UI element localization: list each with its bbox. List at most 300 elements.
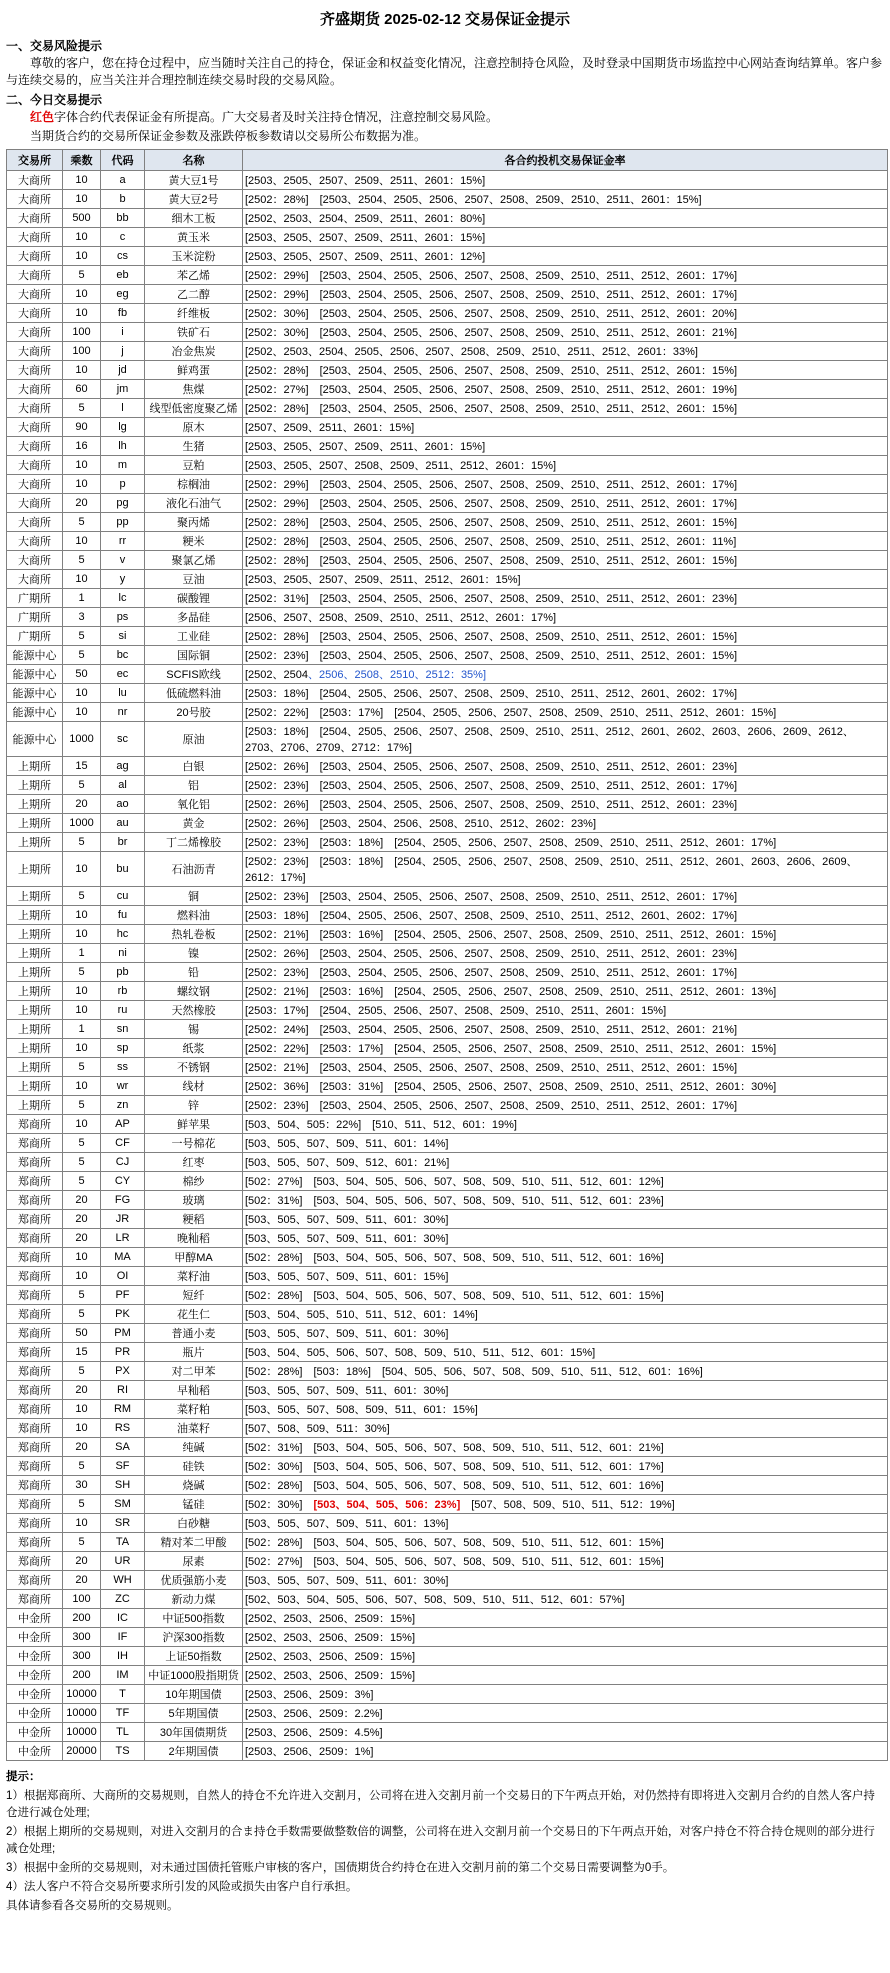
cell-multiplier: 300 <box>63 1628 101 1647</box>
cell-name: 菜籽油 <box>145 1267 243 1286</box>
cell-code: al <box>101 776 145 795</box>
cell-code: wr <box>101 1077 145 1096</box>
cell-multiplier: 10 <box>63 1514 101 1533</box>
table-row <box>7 285 888 304</box>
cell-exchange: 郑商所 <box>7 1419 63 1438</box>
cell-exchange: 上期所 <box>7 887 63 906</box>
cell-multiplier: 20 <box>63 494 101 513</box>
table-row <box>7 1742 888 1761</box>
cell-code: hc <box>101 925 145 944</box>
cell-rate: [2502：36%] [2503：31%] [2504、2505、2506、2507、2508、2509、2510、2511、2512、2601：30%] <box>243 1077 888 1096</box>
table-row <box>7 1533 888 1552</box>
table-row <box>7 399 888 418</box>
cell-exchange: 广期所 <box>7 589 63 608</box>
cell-name: 碳酸锂 <box>145 589 243 608</box>
cell-exchange: 广期所 <box>7 627 63 646</box>
cell-multiplier: 10 <box>63 1115 101 1134</box>
cell-exchange: 大商所 <box>7 551 63 570</box>
cell-rate: [2502：28%] [2503、2504、2505、2506、2507、2508、2509、2510、2511、2512、2601：15%] <box>243 551 888 570</box>
cell-rate: [502：28%] [503、504、505、506、507、508、509、510、511、512、601：16%] <box>243 1248 888 1267</box>
cell-name: 油菜籽 <box>145 1419 243 1438</box>
cell-name: 对二甲苯 <box>145 1362 243 1381</box>
cell-code: i <box>101 323 145 342</box>
table-row <box>7 795 888 814</box>
cell-exchange: 中金所 <box>7 1685 63 1704</box>
table-row <box>7 1248 888 1267</box>
table-row <box>7 1115 888 1134</box>
cell-code: TS <box>101 1742 145 1761</box>
section-heading-today: 二、今日交易提示 <box>6 93 103 107</box>
table-row <box>7 1590 888 1609</box>
cell-multiplier: 10 <box>63 684 101 703</box>
cell-code: IM <box>101 1666 145 1685</box>
cell-code: bu <box>101 852 145 887</box>
cell-exchange: 大商所 <box>7 513 63 532</box>
cell-exchange: 郑商所 <box>7 1305 63 1324</box>
cell-multiplier: 200 <box>63 1666 101 1685</box>
section-today <box>4 91 886 145</box>
table-row <box>7 475 888 494</box>
cell-multiplier: 5 <box>63 513 101 532</box>
section-heading-risk: 一、交易风险提示 <box>6 39 103 53</box>
table-row <box>7 304 888 323</box>
cell-rate: [2502：22%] [2503：17%] [2504、2505、2506、2507、2508、2509、2510、2511、2512、2601：15%] <box>243 1039 888 1058</box>
cell-rate: [2503、2506、2509：4.5%] <box>243 1723 888 1742</box>
cell-exchange: 大商所 <box>7 304 63 323</box>
cell-name: 原木 <box>145 418 243 437</box>
cell-exchange: 大商所 <box>7 418 63 437</box>
cell-name: 瓶片 <box>145 1343 243 1362</box>
cell-multiplier: 5 <box>63 551 101 570</box>
cell-rate: [2502、2503、2506、2509：15%] <box>243 1628 888 1647</box>
cell-rate: [2502：21%] [2503、2504、2505、2506、2507、2508、2509、2510、2511、2512、2601：15%] <box>243 1058 888 1077</box>
cell-rate: [502：30%] [503、504、505、506：23%] [507、508、509、510、511、512：19%] <box>243 1495 888 1514</box>
cell-exchange: 上期所 <box>7 757 63 776</box>
cell-multiplier: 20 <box>63 795 101 814</box>
table-row <box>7 1324 888 1343</box>
table-row <box>7 887 888 906</box>
cell-name: 一号棉花 <box>145 1134 243 1153</box>
cell-name: 锰硅 <box>145 1495 243 1514</box>
cell-multiplier: 50 <box>63 1324 101 1343</box>
cell-name: 短纤 <box>145 1286 243 1305</box>
cell-code: TF <box>101 1704 145 1723</box>
cell-exchange: 大商所 <box>7 532 63 551</box>
cell-code: ao <box>101 795 145 814</box>
cell-code: TA <box>101 1533 145 1552</box>
cell-exchange: 郑商所 <box>7 1533 63 1552</box>
cell-exchange: 大商所 <box>7 437 63 456</box>
table-row <box>7 906 888 925</box>
cell-name: 棉纱 <box>145 1172 243 1191</box>
cell-exchange: 郑商所 <box>7 1343 63 1362</box>
cell-code: IC <box>101 1609 145 1628</box>
cell-name: 苯乙烯 <box>145 266 243 285</box>
notes-title: 提示： <box>6 1771 41 1783</box>
cell-exchange: 中金所 <box>7 1742 63 1761</box>
cell-multiplier: 10 <box>63 1077 101 1096</box>
cell-exchange: 大商所 <box>7 190 63 209</box>
cell-multiplier: 10 <box>63 456 101 475</box>
cell-exchange: 中金所 <box>7 1609 63 1628</box>
cell-multiplier: 5 <box>63 266 101 285</box>
table-row <box>7 1058 888 1077</box>
cell-name: 棕榈油 <box>145 475 243 494</box>
cell-name: 细木工板 <box>145 209 243 228</box>
cell-rate: [2503、2505、2507、2509、2511、2601：15%] <box>243 171 888 190</box>
cell-rate: [502：28%] [503、504、505、506、507、508、509、510、511、512、601：15%] <box>243 1533 888 1552</box>
cell-code: SR <box>101 1514 145 1533</box>
note-item-4: 4）法人客户不符合交易所要求所引发的风险或损失由客户自行承担。 <box>6 1881 358 1893</box>
cell-code: a <box>101 171 145 190</box>
table-row <box>7 266 888 285</box>
cell-code: PF <box>101 1286 145 1305</box>
cell-name: 热轧卷板 <box>145 925 243 944</box>
cell-code: T <box>101 1685 145 1704</box>
cell-code: nr <box>101 703 145 722</box>
cell-name: 线型低密度聚乙烯 <box>145 399 243 418</box>
cell-name: 螺纹钢 <box>145 982 243 1001</box>
cell-code: PR <box>101 1343 145 1362</box>
table-row <box>7 1001 888 1020</box>
cell-code: ag <box>101 757 145 776</box>
table-row <box>7 437 888 456</box>
cell-rate: [2503、2506、2509：1%] <box>243 1742 888 1761</box>
cell-code: RS <box>101 1419 145 1438</box>
cell-multiplier: 10 <box>63 228 101 247</box>
cell-name: 沪深300指数 <box>145 1628 243 1647</box>
table-row <box>7 589 888 608</box>
table-header-row <box>7 150 888 171</box>
cell-exchange: 大商所 <box>7 361 63 380</box>
table-row <box>7 776 888 795</box>
cell-rate: [2503、2506、2509：2.2%] <box>243 1704 888 1723</box>
table-body <box>7 171 888 1761</box>
cell-code: eg <box>101 285 145 304</box>
table-row <box>7 532 888 551</box>
cell-exchange: 郑商所 <box>7 1457 63 1476</box>
cell-name: 上证50指数 <box>145 1647 243 1666</box>
table-row <box>7 627 888 646</box>
note-item-1: 1）根据郑商所、大商所的交易规则，自然人的持仓不允许进入交割月，公司将在进入交割月前一个交易日的下午两点开始，对仍然持有即将进入交割月合约的自然人客户持仓进行减仓处理; <box>6 1790 875 1819</box>
cell-rate: [2503、2505、2507、2509、2511、2601：15%] <box>243 437 888 456</box>
cell-name: 乙二醇 <box>145 285 243 304</box>
cell-rate: [2502：21%] [2503：16%] [2504、2505、2506、2507、2508、2509、2510、2511、2512、2601：15%] <box>243 925 888 944</box>
cell-rate: [2502、2504、2506、2508、2510、2512：35%] <box>243 665 888 684</box>
table-row <box>7 814 888 833</box>
cell-multiplier: 5 <box>63 646 101 665</box>
cell-multiplier: 5 <box>63 833 101 852</box>
cell-code: UR <box>101 1552 145 1571</box>
cell-name: 不锈钢 <box>145 1058 243 1077</box>
cell-multiplier: 5 <box>63 1495 101 1514</box>
cell-multiplier: 10 <box>63 570 101 589</box>
cell-multiplier: 5 <box>63 1362 101 1381</box>
cell-exchange: 上期所 <box>7 833 63 852</box>
cell-code: c <box>101 228 145 247</box>
cell-name: 冶金焦炭 <box>145 342 243 361</box>
cell-exchange: 中金所 <box>7 1723 63 1742</box>
cell-rate: [2502、2503、2506、2509：15%] <box>243 1647 888 1666</box>
cell-multiplier: 5 <box>63 1058 101 1077</box>
cell-name: 纸浆 <box>145 1039 243 1058</box>
table-row <box>7 1495 888 1514</box>
cell-multiplier: 10 <box>63 1248 101 1267</box>
cell-code: si <box>101 627 145 646</box>
cell-multiplier: 10000 <box>63 1723 101 1742</box>
cell-code: ni <box>101 944 145 963</box>
cell-multiplier: 20000 <box>63 1742 101 1761</box>
page-title: 齐盛期货 2025-02-12 交易保证金提示 <box>319 11 571 28</box>
cell-code: fb <box>101 304 145 323</box>
table-row <box>7 963 888 982</box>
cell-rate: [2502：27%] [2503、2504、2505、2506、2507、2508、2509、2510、2511、2512、2601：19%] <box>243 380 888 399</box>
cell-multiplier: 10 <box>63 190 101 209</box>
cell-exchange: 大商所 <box>7 266 63 285</box>
table-row <box>7 209 888 228</box>
cell-code: SF <box>101 1457 145 1476</box>
table-row <box>7 757 888 776</box>
cell-name: 甲醇MA <box>145 1248 243 1267</box>
cell-code: SM <box>101 1495 145 1514</box>
cell-name: 中证1000股指期货 <box>145 1666 243 1685</box>
cell-code: JR <box>101 1210 145 1229</box>
cell-exchange: 上期所 <box>7 1058 63 1077</box>
cell-multiplier: 3 <box>63 608 101 627</box>
cell-name: 生猪 <box>145 437 243 456</box>
cell-exchange: 上期所 <box>7 1020 63 1039</box>
table-row <box>7 1457 888 1476</box>
cell-name: 镍 <box>145 944 243 963</box>
table-row <box>7 1419 888 1438</box>
cell-code: sc <box>101 722 145 757</box>
table-row <box>7 1628 888 1647</box>
cell-name: 石油沥青 <box>145 852 243 887</box>
cell-rate: [2502：26%] [2503、2504、2505、2506、2507、2508、2509、2510、2511、2512、2601：23%] <box>243 944 888 963</box>
cell-exchange: 能源中心 <box>7 703 63 722</box>
cell-multiplier: 100 <box>63 342 101 361</box>
cell-rate: [2502、2503、2504、2509、2511、2601：80%] <box>243 209 888 228</box>
th-multiplier: 乘数 <box>63 150 101 171</box>
cell-multiplier: 60 <box>63 380 101 399</box>
cell-rate: [2502：28%] [2503、2504、2505、2506、2507、2508、2509、2510、2511、2512、2601：15%] <box>243 513 888 532</box>
cell-exchange: 郑商所 <box>7 1210 63 1229</box>
th-rate: 各合约投机交易保证金率 <box>243 150 888 171</box>
table-row <box>7 1039 888 1058</box>
cell-rate: [2502：29%] [2503、2504、2505、2506、2507、2508、2509、2510、2511、2512、2601：17%] <box>243 494 888 513</box>
table-row <box>7 1438 888 1457</box>
today-paragraph-1-text: 字体合约代表保证金有所提高。广大交易者及时关注持仓情况，注意控制交易风险。 <box>54 110 499 124</box>
cell-code: RM <box>101 1400 145 1419</box>
cell-rate: [2503、2505、2507、2509、2511、2601：12%] <box>243 247 888 266</box>
cell-rate: [503、505、507、509、512、601：21%] <box>243 1153 888 1172</box>
cell-exchange: 上期所 <box>7 1039 63 1058</box>
cell-name: 烧碱 <box>145 1476 243 1495</box>
cell-code: PM <box>101 1324 145 1343</box>
cell-code: WH <box>101 1571 145 1590</box>
cell-exchange: 大商所 <box>7 323 63 342</box>
cell-exchange: 中金所 <box>7 1647 63 1666</box>
cell-name: 聚氯乙烯 <box>145 551 243 570</box>
table-row <box>7 684 888 703</box>
cell-multiplier: 20 <box>63 1210 101 1229</box>
cell-name: 锡 <box>145 1020 243 1039</box>
table-row <box>7 513 888 532</box>
cell-exchange: 上期所 <box>7 982 63 1001</box>
cell-rate: [2507、2509、2511、2601：15%] <box>243 418 888 437</box>
cell-name: 低硫燃料油 <box>145 684 243 703</box>
cell-code: lh <box>101 437 145 456</box>
cell-rate: [2502：21%] [2503：16%] [2504、2505、2506、2507、2508、2509、2510、2511、2512、2601：13%] <box>243 982 888 1001</box>
cell-rate: [502：31%] [503、504、505、506、507、508、509、510、511、512、601：21%] <box>243 1438 888 1457</box>
today-paragraph-2: 当期货合约的交易所保证金参数及涨跌停板参数请以交易所公布数据为准。 <box>30 129 427 143</box>
cell-multiplier: 90 <box>63 418 101 437</box>
cell-name: SCFIS欧线 <box>145 665 243 684</box>
table-row <box>7 171 888 190</box>
cell-name: 菜籽粕 <box>145 1400 243 1419</box>
table-row <box>7 1704 888 1723</box>
table-row <box>7 1723 888 1742</box>
cell-name: 白砂糖 <box>145 1514 243 1533</box>
table-row <box>7 833 888 852</box>
cell-multiplier: 20 <box>63 1552 101 1571</box>
notes-block <box>6 1769 884 1915</box>
cell-name: 普通小麦 <box>145 1324 243 1343</box>
cell-exchange: 大商所 <box>7 380 63 399</box>
cell-rate: [2502：23%] [2503、2504、2505、2506、2507、2508、2509、2510、2511、2512、2601：17%] <box>243 776 888 795</box>
cell-exchange: 郑商所 <box>7 1229 63 1248</box>
cell-rate: [502：28%] [503、504、505、506、507、508、509、510、511、512、601：15%] <box>243 1286 888 1305</box>
table-row <box>7 1362 888 1381</box>
table-row <box>7 646 888 665</box>
cell-code: br <box>101 833 145 852</box>
table-row <box>7 342 888 361</box>
cell-exchange: 上期所 <box>7 1001 63 1020</box>
cell-name: 液化石油气 <box>145 494 243 513</box>
cell-code: PX <box>101 1362 145 1381</box>
cell-code: sn <box>101 1020 145 1039</box>
cell-code: AP <box>101 1115 145 1134</box>
cell-exchange: 能源中心 <box>7 722 63 757</box>
cell-exchange: 郑商所 <box>7 1134 63 1153</box>
cell-exchange: 上期所 <box>7 776 63 795</box>
cell-rate: [503、505、507、509、511、601：30%] <box>243 1210 888 1229</box>
table-row <box>7 608 888 627</box>
cell-name: 鲜苹果 <box>145 1115 243 1134</box>
cell-name: 白银 <box>145 757 243 776</box>
cell-code: bc <box>101 646 145 665</box>
note-item-2: 2）根据上期所的交易规则，对进入交割月的合ま持仓手数需要做整数倍的调整，公司将在进入交割月前一个交易日的下午两点开始，对客户持仓不符合持仓规则的部分进行减仓处理; <box>6 1826 875 1855</box>
cell-code: fu <box>101 906 145 925</box>
cell-multiplier: 16 <box>63 437 101 456</box>
table-row <box>7 1286 888 1305</box>
cell-multiplier: 20 <box>63 1229 101 1248</box>
cell-name: 氧化铝 <box>145 795 243 814</box>
cell-name: 花生仁 <box>145 1305 243 1324</box>
cell-rate: [2502、2503、2506、2509：15%] <box>243 1666 888 1685</box>
cell-rate: [2502、2503、2504、2505、2506、2507、2508、2509、2510、2511、2512、2601：33%] <box>243 342 888 361</box>
cell-rate: [2502：23%] [2503：18%] [2504、2505、2506、2507、2508、2509、2510、2511、2512、2601、2603、2606、2609、2612：17%] <box>243 852 888 887</box>
cell-code: pg <box>101 494 145 513</box>
cell-multiplier: 5 <box>63 399 101 418</box>
cell-multiplier: 10 <box>63 906 101 925</box>
cell-name: 纤维板 <box>145 304 243 323</box>
cell-rate: [2502：23%] [2503、2504、2505、2506、2507、2508、2509、2510、2511、2512、2601：17%] <box>243 1096 888 1115</box>
table-row <box>7 665 888 684</box>
cell-name: 10年期国债 <box>145 1685 243 1704</box>
cell-name: 粳米 <box>145 532 243 551</box>
cell-code: rb <box>101 982 145 1001</box>
cell-exchange: 郑商所 <box>7 1362 63 1381</box>
table-row <box>7 1609 888 1628</box>
cell-name: 黄大豆1号 <box>145 171 243 190</box>
cell-multiplier: 300 <box>63 1647 101 1666</box>
cell-multiplier: 500 <box>63 209 101 228</box>
cell-code: CJ <box>101 1153 145 1172</box>
cell-rate: [502：31%] [503、504、505、506、507、508、509、510、511、512、601：23%] <box>243 1191 888 1210</box>
table-row <box>7 323 888 342</box>
cell-exchange: 大商所 <box>7 456 63 475</box>
cell-multiplier: 10 <box>63 304 101 323</box>
cell-rate: [503、505、507、509、511、601：30%] <box>243 1324 888 1343</box>
cell-exchange: 上期所 <box>7 814 63 833</box>
cell-multiplier: 15 <box>63 757 101 776</box>
cell-name: 黄金 <box>145 814 243 833</box>
table-row <box>7 1096 888 1115</box>
cell-multiplier: 10 <box>63 171 101 190</box>
table-row <box>7 1077 888 1096</box>
cell-rate: [502、503、504、505、506、507、508、509、510、511、512、601：57%] <box>243 1590 888 1609</box>
cell-code: SA <box>101 1438 145 1457</box>
cell-name: 纯碱 <box>145 1438 243 1457</box>
cell-code: ru <box>101 1001 145 1020</box>
cell-code: au <box>101 814 145 833</box>
cell-code: ec <box>101 665 145 684</box>
cell-multiplier: 5 <box>63 776 101 795</box>
table-row <box>7 1134 888 1153</box>
cell-code: LR <box>101 1229 145 1248</box>
table-row <box>7 1381 888 1400</box>
table-row <box>7 722 888 757</box>
cell-code: MA <box>101 1248 145 1267</box>
cell-name: 原油 <box>145 722 243 757</box>
cell-code: ZC <box>101 1590 145 1609</box>
cell-multiplier: 1000 <box>63 722 101 757</box>
table-row <box>7 190 888 209</box>
cell-name: 豆油 <box>145 570 243 589</box>
cell-exchange: 大商所 <box>7 171 63 190</box>
cell-multiplier: 50 <box>63 665 101 684</box>
cell-name: 硅铁 <box>145 1457 243 1476</box>
table-row <box>7 925 888 944</box>
cell-name: 玻璃 <box>145 1191 243 1210</box>
cell-multiplier: 5 <box>63 887 101 906</box>
cell-name: 红枣 <box>145 1153 243 1172</box>
cell-code: zn <box>101 1096 145 1115</box>
cell-rate: [503、505、507、509、511、601：15%] <box>243 1267 888 1286</box>
cell-exchange: 中金所 <box>7 1666 63 1685</box>
cell-multiplier: 10 <box>63 475 101 494</box>
th-exchange: 交易所 <box>7 150 63 171</box>
cell-exchange: 上期所 <box>7 795 63 814</box>
cell-multiplier: 10 <box>63 703 101 722</box>
cell-rate: [503、505、507、509、511、601：30%] <box>243 1229 888 1248</box>
cell-rate: [2502：30%] [2503、2504、2505、2506、2507、2508、2509、2510、2511、2512、2601：20%] <box>243 304 888 323</box>
cell-rate: [2502：29%] [2503、2504、2505、2506、2507、2508、2509、2510、2511、2512、2601：17%] <box>243 266 888 285</box>
table-row <box>7 570 888 589</box>
cell-rate: [2503、2505、2507、2509、2511、2512、2601：15%] <box>243 570 888 589</box>
cell-rate: [2502：23%] [2503、2504、2505、2506、2507、2508、2509、2510、2511、2512、2601：17%] <box>243 963 888 982</box>
